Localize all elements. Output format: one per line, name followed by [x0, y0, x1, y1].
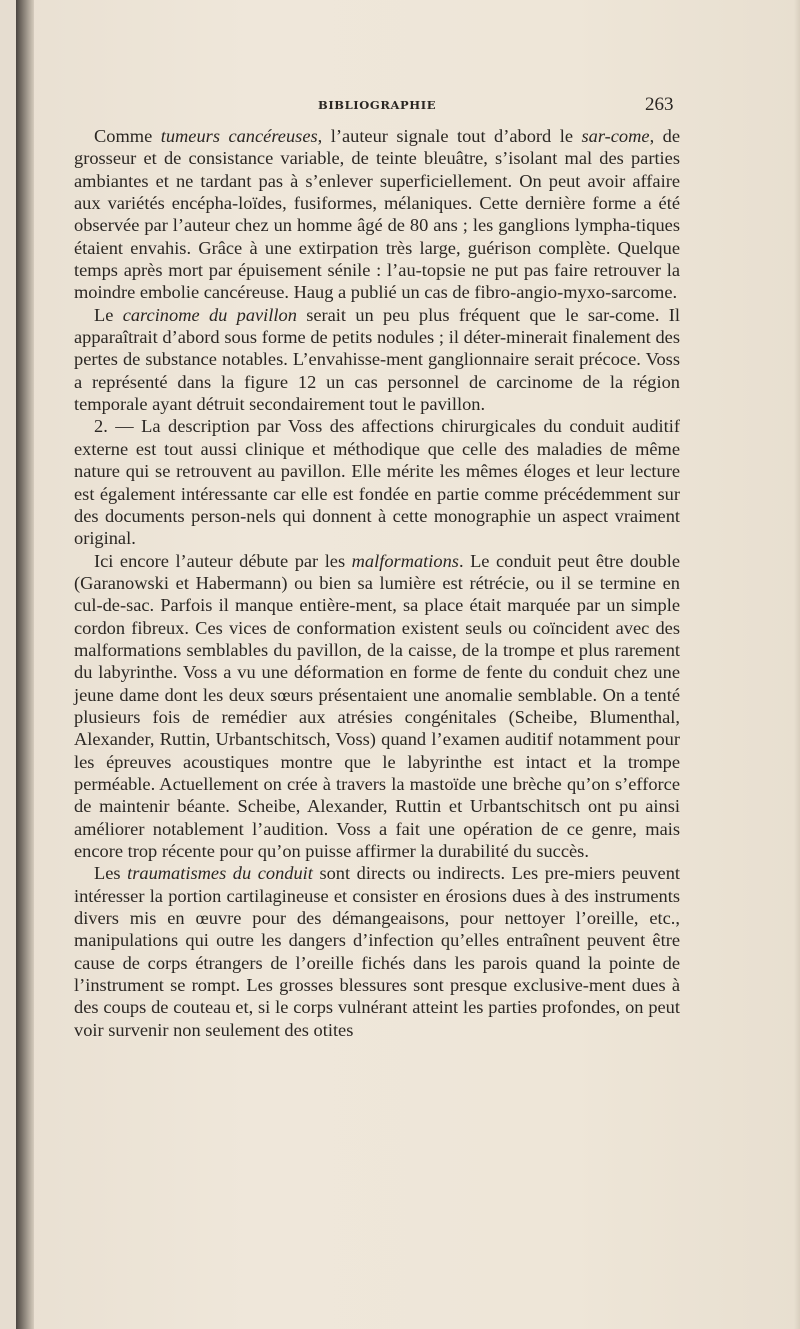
italic-term: sar-come — [581, 126, 650, 146]
text-run: Les — [94, 863, 128, 884]
binding-edge — [16, 0, 34, 1329]
italic-term: traumatismes du conduit — [127, 863, 313, 884]
text-run: Le — [94, 304, 123, 325]
paragraph-carcinome — [74, 304, 680, 416]
paragraph-sarcome — [74, 125, 680, 304]
paragraph-traumatismes — [74, 862, 680, 1041]
text-run: Comme — [94, 126, 161, 146]
italic-term: malformations — [351, 550, 459, 571]
text-run: . Le conduit peut être double (Garanowski et Habermann) ou bien sa lumière est rétrécie, ou il se termine en cul-de-sac. Parfois il manque entière-ment, sa place était marquée par un simple cordon fibreux. Ces vices de conformation existent seuls ou coïncident avec des malformations semblables du pavillon, de la caisse, de la trompe et plus rarement du labyrinthe. Voss a vu une déformation en forme de fente du conduit chez une jeune dame dont les deux sœurs présentaient une anomalie semblable. On a tenté plusieurs fois de remédier aux atrésies congénitales (Scheibe, Blumenthal, Alexander, Ruttin, Urbantschitsch, Voss) quand l’examen auditif notamment pour les épreuves acoustiques montre que le labyrinthe est intact et la trompe perméable. Actuellement on crée à travers la mastoïde une brèche qu’on s’efforce de maintenir béante. Scheibe, Alexander, Ruttin et Urbantschitsch ont pu ainsi améliorer notablement l’audition. Voss a fait une opération de ce genre, mais encore trop récente pour qu’on puisse affirmer la durabilité du succès. — [74, 550, 680, 861]
page-number: 263 — [645, 94, 674, 115]
paragraph-conduit-auditif — [74, 415, 680, 549]
text-run: , de grosseur et de consistance variable, de teinte bleuâtre, s’isolant mal des parties ambiantes et ne tardant pas à s’enlever superficiellement. On peut avoir affaire aux variétés encépha-loïdes, fusiformes, mélaniques. Cette dernière forme a été observée par l’auteur chez un homme âgé de 80 ans ; les ganglions lympha-tiques étaient envahis. Grâce à une extirpation très large, guérison complète. Quelque temps après mort par épuisement sénile : l’au-topsie ne put pas faire retrouver la moindre embolie cancéreuse. Haug a publié un cas de fibro-angio-myxo-sarcome. — [74, 126, 680, 303]
italic-term: carcinome du pavillon — [122, 304, 297, 325]
text-run: serait un peu plus fréquent que le sar-come. Il apparaîtrait d’abord sous forme de petits nodules ; il déter-minerait finalement des pertes de substance notables. L’envahisse-ment ganglionnaire serait précoce. Voss a représenté dans la figure 12 un cas personnel de carcinome de la région temporale ayant détruit secondairement tout le pavillon. — [74, 304, 680, 415]
paragraph-malformations — [74, 550, 680, 863]
text-run: 2. — La description par Voss des affections chirurgicales du conduit auditif externe est tout aussi clinique et méthodique que celle des maladies de même nature qui se retrouvent au pavillon. Elle mérite les mêmes éloges et leur lecture est également intéressante car elle est fondée en partie comme précédemment sur des documents person-nels qui donnent à cette monographie un aspect vraiment original. — [74, 416, 680, 549]
text-run: sont directs ou indirects. Les pre-miers peuvent intéresser la portion cartilagineuse et consister en érosions dues à des instruments divers mis en œuvre pour des démangeaisons, pour nettoyer l’oreille, etc., manipulations qui outre les dangers d’infection qu’elles entraînent peuvent être cause de corps étrangers de l’oreille fichés dans les parois quand la pointe de l’instrument se rompt. Les grosses blessures sont presque exclusive-ment dues à des coups de couteau et, si le corps vulnérant atteint les parties profondes, on peut voir survenir non seulement des otites — [74, 863, 680, 1040]
running-header — [0, 94, 800, 116]
running-title: BIBLIOGRAPHIE — [318, 98, 437, 112]
text-run: , l’auteur signale tout d’abord le — [317, 126, 582, 146]
italic-term: tumeurs cancéreuses — [160, 126, 318, 146]
body-text — [74, 125, 680, 1041]
text-run: Ici encore l’auteur débute par les — [94, 550, 352, 571]
page-edge — [794, 0, 800, 1329]
